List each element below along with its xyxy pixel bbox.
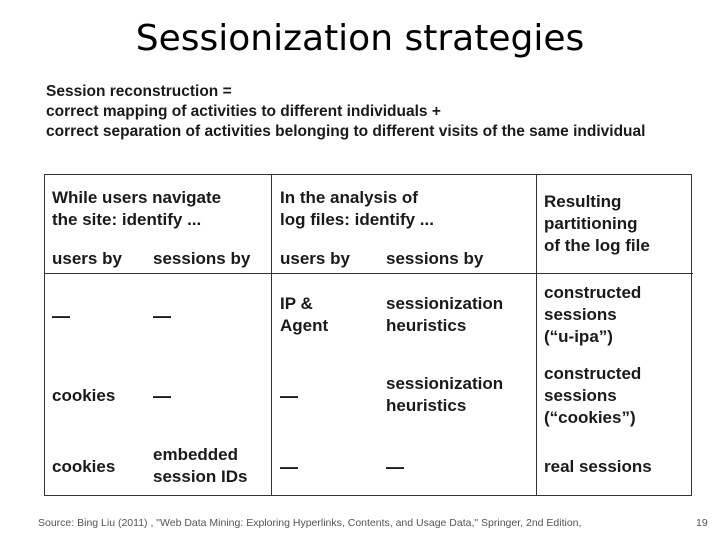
row1-nav-users: — [52, 306, 70, 326]
row1-result: constructed sessions (“u-ipa”) [544, 283, 642, 346]
session-reconstruction-definition [46, 82, 645, 142]
table-divider-vertical-2 [536, 175, 537, 495]
definition-line-2: correct mapping of activities to different individuals + [46, 103, 441, 120]
subheader-users-by-navigate: users by [52, 249, 122, 268]
header-navigate: While users navigate the site: identify ... [52, 188, 222, 229]
row3-nav-users: cookies [52, 457, 116, 476]
header-result: Resulting partitioning of the log file [544, 192, 650, 255]
row2-log-users: — [280, 386, 298, 406]
row3-log-users: — [280, 457, 298, 477]
row2-nav-sessions: — [153, 386, 171, 406]
subheader-users-by-log: users by [280, 249, 350, 268]
definition-line-3: correct separation of activities belonging to different visits of the same individual [46, 123, 646, 140]
page-number: 19 [696, 517, 708, 529]
row2-result: constructed sessions (“cookies”) [544, 364, 642, 427]
row1-nav-sessions: — [153, 306, 171, 326]
header-analysis: In the analysis of log files: identify ... [280, 188, 434, 229]
table-divider-vertical-1 [271, 175, 272, 495]
row2-nav-users: cookies [52, 386, 116, 405]
row3-log-sessions: — [386, 457, 404, 477]
row3-result: real sessions [544, 457, 652, 476]
table-divider-horizontal [45, 273, 693, 274]
source-citation: Source: Bing Liu (2011) , "Web Data Mining: Exploring Hyperlinks, Contents, and Usage Data," Springer, 2nd Edition, [38, 517, 582, 529]
row1-log-sessions: sessionization heuristics [386, 294, 504, 335]
definition-line-1: Session reconstruction = [46, 83, 232, 100]
row1-log-users: IP & Agent [280, 294, 329, 335]
subheader-sessions-by-navigate: sessions by [153, 249, 251, 268]
row2-log-sessions: sessionization heuristics [386, 374, 504, 415]
row3-nav-sessions: embedded session IDs [153, 445, 248, 486]
subheader-sessions-by-log: sessions by [386, 249, 484, 268]
slide-title: Sessionization strategies [135, 18, 585, 59]
sessionization-table [44, 174, 692, 496]
